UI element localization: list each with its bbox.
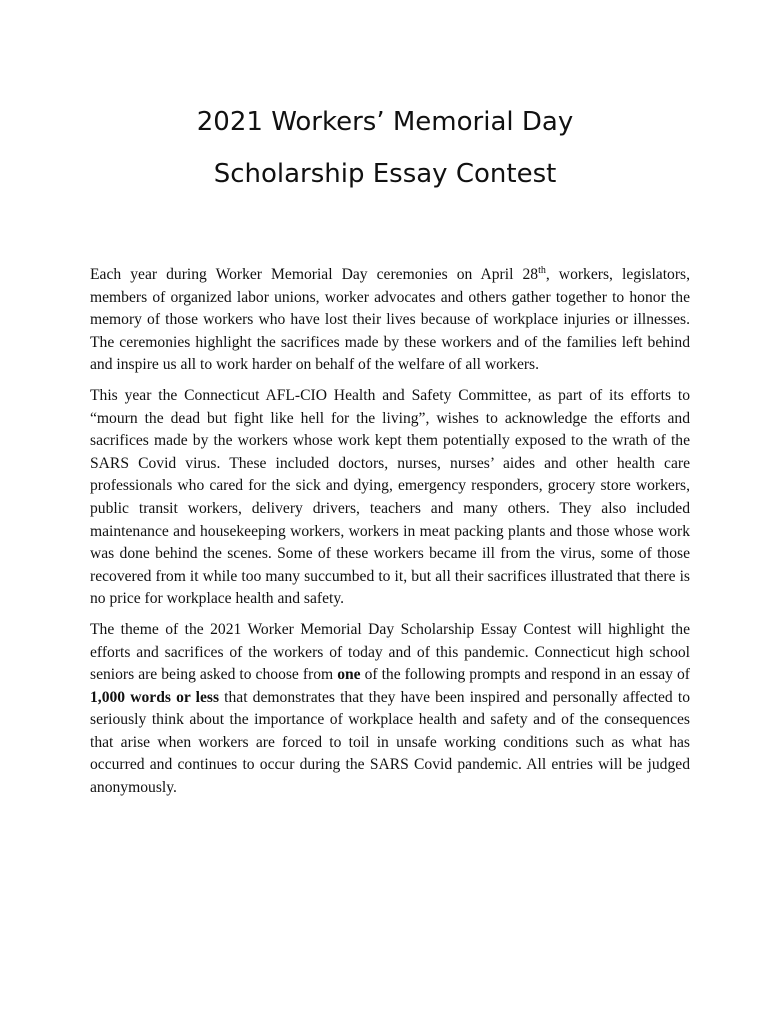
emphasis-word-limit: 1,000 words or less — [90, 688, 220, 706]
emphasis-one: one — [337, 666, 361, 684]
paragraph-3-text-c: that demonstrates that they have been inspired and personally affected to seriously think about the importance of workplace health and safety and of the consequences that arise when workers are forced to toil in unsafe working conditions such as what has occurred and continues to occur during the SARS Covid pandemic. All entries will be judged anonymously. — [90, 688, 690, 797]
paragraph-2: This year the Connecticut AFL-CIO Health and Safety Committee, as part of its efforts to “mourn the dead but fight like hell for the living”, wishes to acknowledge the efforts and sacrifices made by the workers whose work kept them potentially exposed to the wrath of the SARS Covid virus. These included doctors, nurses, nurses’ aides and other health care professionals who cared for the sick and dying, emergency responders, grocery store workers, public transit workers, delivery drivers, teachers and many others. They also included maintenance and housekeeping workers, workers in meat packing plants and those whose work was done behind the scenes. Some of these workers became ill from the virus, some of those recovered from it while too many succumbed to it, but all their sacrifices illustrated that there is no price for workplace health and safety. — [90, 386, 690, 608]
paragraph-3 — [90, 619, 690, 800]
paragraph-3-text-a: The theme of the 2021 Worker Memorial Day Scholarship Essay Contest will highlight the efforts and sacrifices of the workers of today and of this pandemic. Connecticut high school seniors are being asked to choose from — [90, 620, 690, 684]
document-body — [90, 264, 690, 808]
paragraph-3-text-b: of the following prompts and respond in an essay of — [360, 666, 690, 684]
title-line-2: Scholarship Essay Contest — [213, 159, 557, 189]
ordinal-suffix: th — [538, 265, 546, 276]
title-line-1: 2021 Workers’ Memorial Day — [196, 107, 574, 137]
document-title — [0, 96, 770, 200]
paragraph-1 — [90, 264, 690, 377]
paragraph-1-text-b: , workers, legislators, members of organized labor unions, worker advocates and others gather together to honor the memory of those workers who have lost their lives because of workplace injuries or illnesses. The ceremonies highlight the sacrifices made by these workers and of the families left behind and inspire us all to work harder on behalf of the welfare of all workers. — [90, 266, 690, 374]
paragraph-1-text-a: Each year during Worker Memorial Day ceremonies on April 28 — [90, 266, 539, 283]
